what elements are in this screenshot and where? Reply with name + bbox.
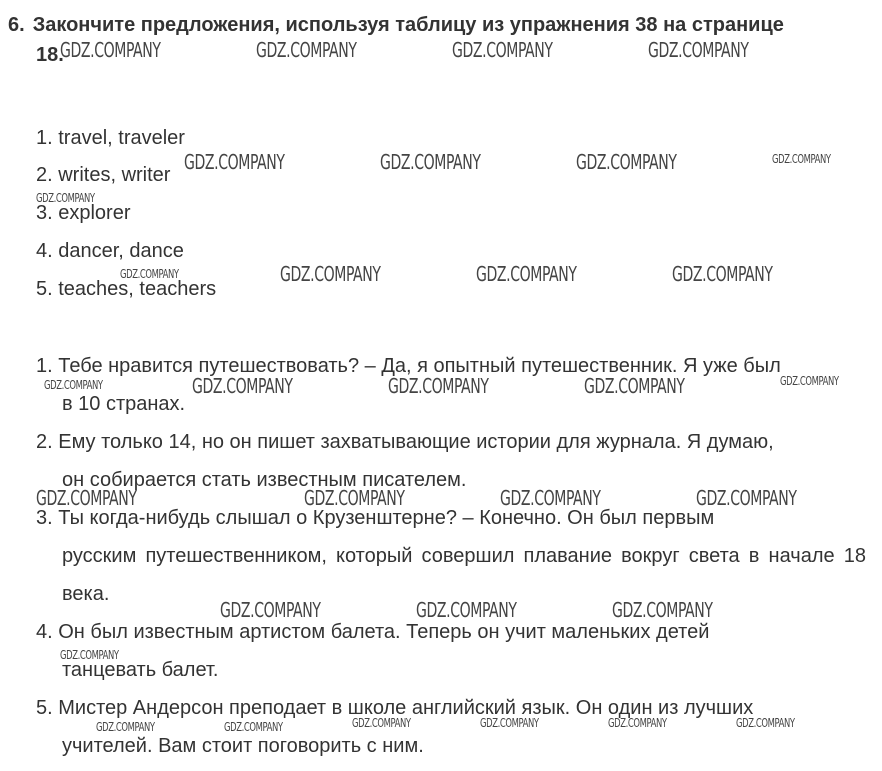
- watermark: GDZ.COMPANY: [648, 38, 749, 62]
- watermark: GDZ.COMPANY: [96, 720, 155, 734]
- answer-item: 1. travel, traveler: [36, 127, 185, 149]
- watermark: GDZ.COMPANY: [500, 486, 601, 510]
- sentence-line: 1. Тебе нравится путешествовать? – Да, я опытный путешественник. Я уже был: [36, 355, 781, 377]
- watermark: GDZ.COMPANY: [380, 150, 481, 174]
- watermark: GDZ.COMPANY: [304, 486, 405, 510]
- watermark: GDZ.COMPANY: [416, 598, 517, 622]
- watermark: GDZ.COMPANY: [36, 191, 95, 205]
- watermark: GDZ.COMPANY: [60, 648, 119, 662]
- sentence-line: 3. Ты когда-нибудь слышал о Крузенштерне? – Конечно. Он был первым: [36, 507, 715, 529]
- sentence-line: 2. Ему только 14, но он пишет захватывающие истории для журнала. Я думаю,: [36, 431, 774, 453]
- answer-item: 3. explorer: [36, 202, 131, 224]
- sentence-line: 4. Он был известным артистом балета. Теперь он учит маленьких детей: [36, 621, 710, 643]
- watermark: GDZ.COMPANY: [256, 38, 357, 62]
- watermark: GDZ.COMPANY: [36, 486, 137, 510]
- watermark: GDZ.COMPANY: [476, 262, 577, 286]
- watermark: GDZ.COMPANY: [780, 374, 839, 388]
- watermark: GDZ.COMPANY: [576, 150, 677, 174]
- sentence-item: [36, 613, 866, 689]
- watermark: GDZ.COMPANY: [612, 598, 713, 622]
- watermark: GDZ.COMPANY: [480, 716, 539, 730]
- exercise-title-line2: 18.: [36, 44, 64, 66]
- exercise-number: 6.: [8, 14, 25, 36]
- watermark: GDZ.COMPANY: [280, 262, 381, 286]
- watermark: GDZ.COMPANY: [220, 598, 321, 622]
- watermark: GDZ.COMPANY: [608, 716, 667, 730]
- answer-item: 4. dancer, dance: [36, 240, 184, 262]
- watermark: GDZ.COMPANY: [44, 378, 103, 392]
- sentence-continuation: он собирается стать известным писателем.: [62, 469, 467, 491]
- watermark: GDZ.COMPANY: [352, 716, 411, 730]
- watermark: GDZ.COMPANY: [192, 374, 293, 398]
- sentence-item: [36, 499, 866, 613]
- watermark: GDZ.COMPANY: [184, 150, 285, 174]
- answer-item: 5. teaches, teachers: [36, 278, 217, 300]
- watermark: GDZ.COMPANY: [224, 720, 283, 734]
- watermark: GDZ.COMPANY: [60, 38, 161, 62]
- sentence-continuation: русским путешественником, который совершил плавание вокруг света в начале 18 века.: [62, 545, 866, 605]
- watermark: GDZ.COMPANY: [736, 716, 795, 730]
- watermark: GDZ.COMPANY: [672, 262, 773, 286]
- sentence-continuation: учителей. Вам стоит поговорить с ним.: [62, 735, 424, 757]
- sentence-line: 5. Мистер Андерсон преподает в школе английский язык. Он один из лучших: [36, 697, 754, 719]
- sentence-continuation: в 10 странах.: [62, 393, 186, 415]
- sentence-continuation: танцевать балет.: [62, 659, 219, 681]
- watermark: GDZ.COMPANY: [452, 38, 553, 62]
- watermark: GDZ.COMPANY: [120, 267, 179, 281]
- watermark: GDZ.COMPANY: [772, 152, 831, 166]
- exercise-title-line1: Закончите предложения, используя таблицу из упражнения 38 на странице: [32, 14, 784, 36]
- watermark: GDZ.COMPANY: [388, 374, 489, 398]
- answer-item: 2. writes, writer: [36, 164, 171, 186]
- watermark: GDZ.COMPANY: [696, 486, 797, 510]
- watermark: GDZ.COMPANY: [584, 374, 685, 398]
